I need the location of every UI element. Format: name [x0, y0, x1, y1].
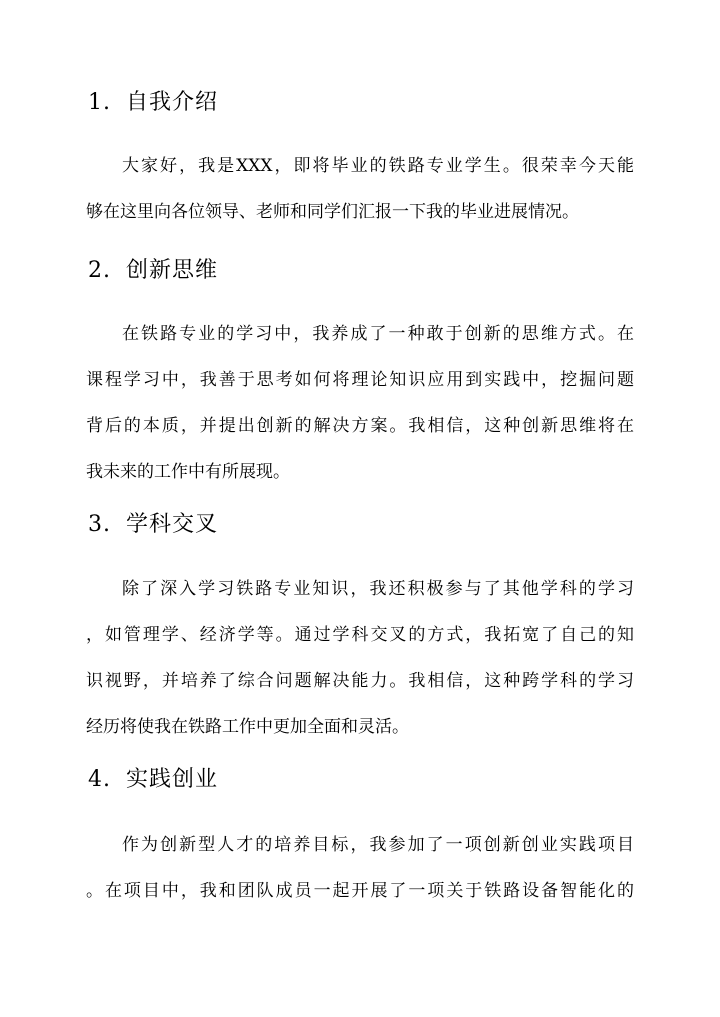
section-paragraph-3 [86, 566, 634, 750]
paragraph-line: 在铁路专业的学习中，我养成了一种敢于创新的思维方式。在 [122, 324, 634, 344]
paragraph-line: 经历将使我在铁路工作中更加全面和灵活。 [86, 717, 409, 737]
paragraph-line: 除了深入学习铁路专业知识，我还积极参与了其他学科的学习 [122, 579, 634, 599]
section-number: 2. [88, 258, 111, 283]
paragraph-line: 大家好，我是XXX，即将毕业的铁路专业学生。很荣幸今天能 [122, 156, 634, 176]
paragraph-line: 课程学习中，我善于思考如何将理论知识应用到实践中，挖掘问题 [86, 370, 634, 390]
section-number: 1. [88, 90, 111, 115]
paragraph-line: 识视野，并培养了综合问题解决能力。我相信，这种跨学科的学习 [86, 671, 634, 691]
section-number: 4. [88, 767, 111, 792]
section-number: 3. [88, 512, 111, 537]
section-heading-1 [88, 88, 218, 118]
section-title: 学科交叉 [126, 512, 219, 537]
section-title: 创新思维 [126, 258, 219, 283]
paragraph-line: 背后的本质，并提出创新的解决方案。我相信，这种创新思维将在 [86, 416, 634, 436]
section-paragraph-2 [86, 311, 634, 495]
section-paragraph-1 [86, 143, 634, 235]
section-heading-4 [88, 765, 218, 795]
section-heading-3 [88, 510, 218, 540]
paragraph-line: 我未来的工作中有所展现。 [86, 462, 290, 482]
section-title: 自我介绍 [126, 90, 219, 115]
paragraph-line: 够在这里向各位领导、老师和同学们汇报一下我的毕业进展情况。 [86, 202, 579, 222]
paragraph-line: 作为创新型人才的培养目标，我参加了一项创新创业实践项目 [122, 835, 634, 855]
paragraph-line: ，如管理学、经济学等。通过学科交叉的方式，我拓宽了自己的知 [86, 625, 634, 645]
paragraph-line: 。在项目中，我和团队成员一起开展了一项关于铁路设备智能化的 [86, 881, 634, 901]
section-title: 实践创业 [126, 767, 219, 792]
section-paragraph-4 [86, 822, 634, 914]
section-heading-2 [88, 256, 218, 286]
